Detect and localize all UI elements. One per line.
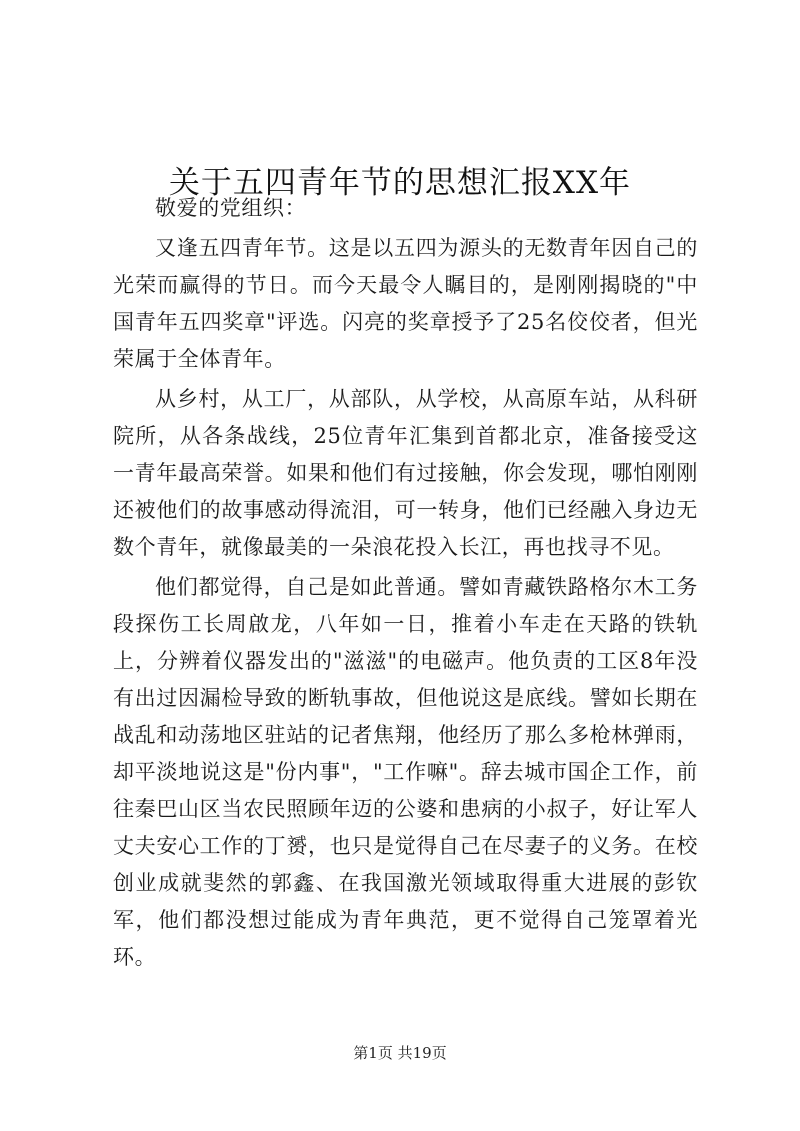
paragraph: 又逢五四青年节。这是以五四为源头的无数青年因自己的光荣而赢得的节日。而今天最令人瞩目的，是刚刚揭晓的"中国青年五四奖章"评选。闪亮的奖章授予了25名佼佼者，但光荣属于全体青年。 bbox=[113, 236, 698, 371]
paragraph: 从乡村，从工厂，从部队，从学校，从高原车站，从科研院所，从各条战线，25位青年汇集到首都北京，准备接受这一青年最高荣誉。如果和他们有过接触，你会发现，哪怕刚刚还被他们的故事感动得流泪，可一转身，他们已经融入身边无数个青年，就像最美的一朵浪花投入长江，再也找寻不见。 bbox=[113, 387, 698, 559]
paragraph: 他们都觉得，自己是如此普通。譬如青藏铁路格尔木工务段探伤工长周啟龙，八年如一日，推着小车走在天路的铁轨上，分辨着仪器发出的"滋滋"的电磁声。他负责的工区8年没有出过因漏检导致的断轨事故，但他说这是底线。譬如长期在战乱和动荡地区驻站的记者焦翔，他经历了那么多枪林弹雨，却平淡地说这是"份内事"，"工作嘛"。辞去城市国企工作，前往秦巴山区当农民照顾年迈的公婆和患病的小叔子，好让军人丈夫安心工作的丁赟，也只是觉得自己在尽妻子的义务。在校创业成就斐然的郭鑫、在我国激光领域取得重大进展的彭钦军，他们都没想过能成为青年典范，更不觉得自己笼罩着光环。 bbox=[113, 575, 698, 969]
document-body bbox=[113, 190, 698, 979]
page-number: 第1页 共19页 bbox=[353, 1044, 447, 1062]
document-title: 关于五四青年节的思想汇报XX年 bbox=[168, 164, 632, 201]
salutation: 敬爱的党组织： bbox=[155, 196, 307, 220]
